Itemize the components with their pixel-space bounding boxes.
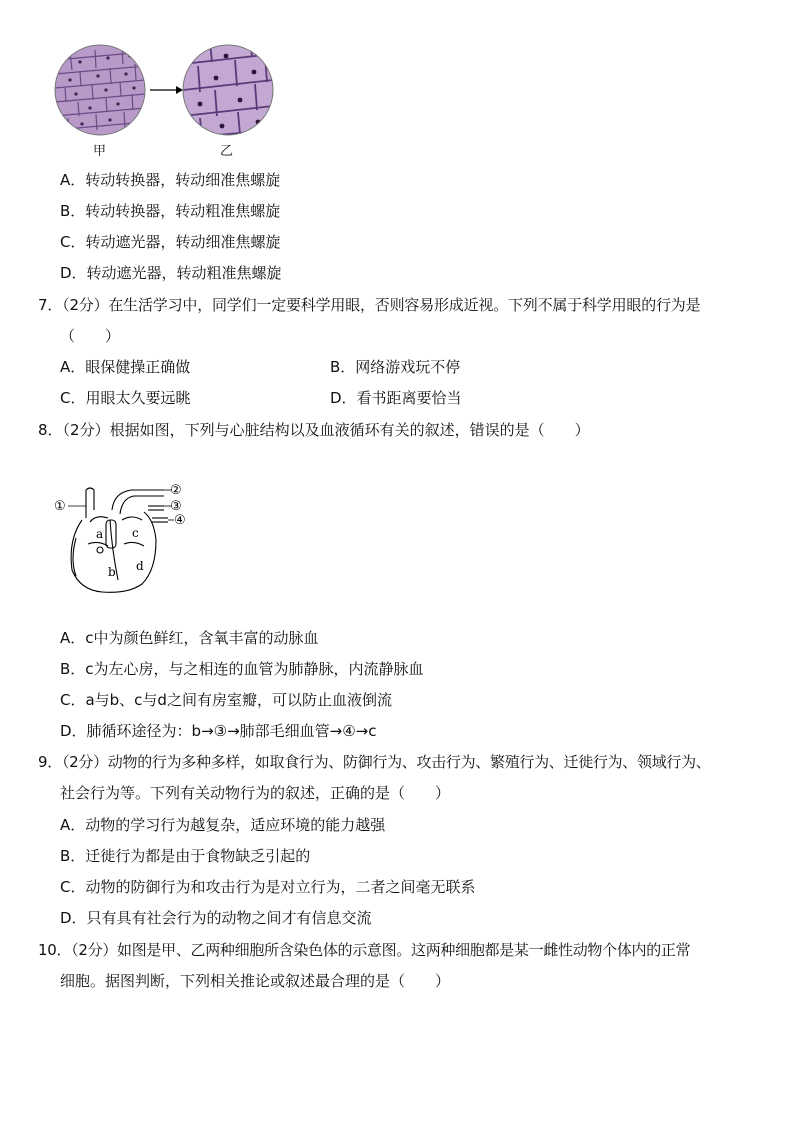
q7-stem-line1: 7．（2分）在生活学习中，同学们一定要科学用眼，否则容易形成近视。下列不属于科学用眼的行为是 — [38, 296, 701, 314]
q9-option-d: D．只有具有社会行为的动物之间才有信息交流 — [60, 909, 372, 927]
q10-stem-line1: 10．（2分）如图是甲、乙两种细胞所含染色体的示意图。这两种细胞都是某一雌性动物个体内的正常 — [38, 941, 691, 959]
q8-stem: 8．（2分）根据如图，下列与心脏结构以及血液循环有关的叙述，错误的是（ ） — [38, 421, 590, 439]
heart-diagram — [52, 480, 202, 600]
q8-option-a: A．c中为颜色鲜红，含氧丰富的动脉血 — [60, 629, 319, 647]
q10-stem-line2: 细胞。据图判断，下列相关推论或叙述最合理的是（ ） — [60, 972, 451, 990]
figure-label-jia: 甲 — [93, 144, 107, 159]
microscope-figure — [50, 42, 290, 142]
q9-stem-line2: 社会行为等。下列有关动物行为的叙述，正确的是（ ） — [60, 784, 451, 802]
q7-option-a: A．眼保健操正确做 — [60, 358, 191, 376]
q6-option-b: B．转动转换器，转动粗准焦螺旋 — [60, 202, 281, 220]
q9-stem-line1: 9．（2分）动物的行为多种多样，如取食行为、防御行为、攻击行为、繁殖行为、迁徙行为、领域行为、 — [38, 753, 711, 771]
q7-option-c: C．用眼太久要远眺 — [60, 389, 191, 407]
q7-stem-line2: （ ） — [60, 327, 121, 345]
q8-option-c: C．a与b、c与d之间有房室瓣，可以防止血液倒流 — [60, 691, 392, 709]
q9-option-c: C．动物的防御行为和攻击行为是对立行为，二者之间毫无联系 — [60, 878, 476, 896]
figure-label-yi: 乙 — [220, 144, 234, 159]
q9-option-b: B．迁徙行为都是由于食物缺乏引起的 — [60, 847, 311, 865]
q6-option-d: D．转动遮光器，转动粗准焦螺旋 — [60, 264, 282, 282]
heart-label-4: ④ — [174, 513, 186, 528]
q8-option-b: B．c为左心房，与之相连的血管为肺静脉，内流静脉血 — [60, 660, 424, 678]
arrow-icon — [150, 86, 183, 94]
cell-view-right — [183, 42, 273, 138]
heart-label-a: a — [96, 527, 104, 541]
heart-label-3: ③ — [170, 499, 182, 514]
q9-option-a: A．动物的学习行为越复杂，适应环境的能力越强 — [60, 816, 386, 834]
heart-label-b: b — [108, 565, 116, 579]
heart-label-c: c — [132, 526, 139, 540]
q6-option-a: A．转动转换器，转动细准焦螺旋 — [60, 171, 281, 189]
heart-label-1: ① — [54, 499, 66, 514]
q8-option-d: D．肺循环途径为：b→③→肺部毛细血管→④→c — [60, 722, 377, 740]
heart-label-2: ② — [170, 483, 182, 498]
q7-option-d: D．看书距离要恰当 — [330, 389, 462, 407]
q7-option-b: B．网络游戏玩不停 — [330, 358, 461, 376]
heart-label-d: d — [136, 559, 144, 573]
q6-option-c: C．转动遮光器，转动细准焦螺旋 — [60, 233, 281, 251]
